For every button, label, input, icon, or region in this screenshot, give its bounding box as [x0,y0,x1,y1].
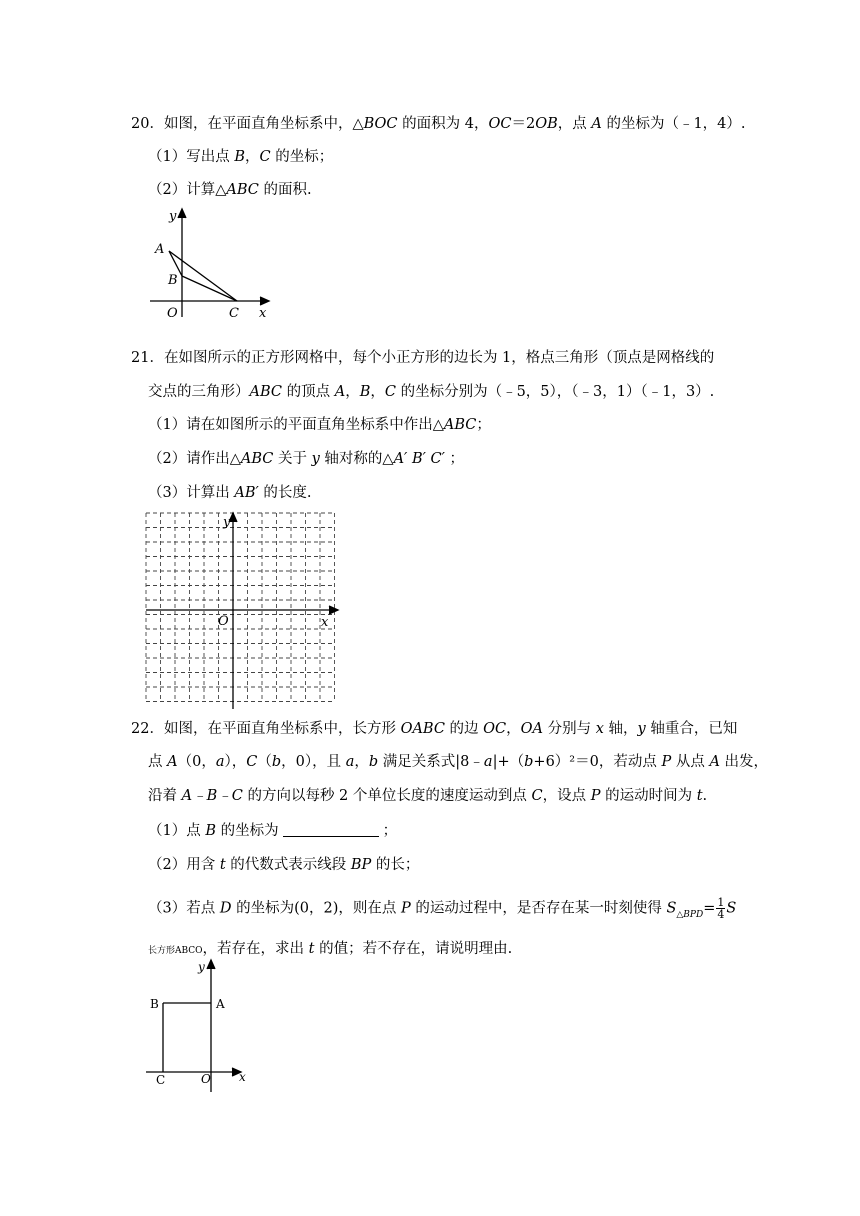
answer-blank[interactable] [283,822,379,837]
q20-figure [140,205,280,325]
q22-fig-x-label: x [239,1070,246,1084]
q22-stem-line1: 22．如图，在平面直角坐标系中，长方形 OABC 的边 OC，OA 分别与 x 轴，y 轴重合，已知 [131,721,738,737]
q21-stem-line2: 交点的三角形）ABC 的顶点 A，B，C 的坐标分别为（﹣5，5），（﹣3，1）（﹣1，3）. [148,384,715,400]
q20-stem: 20．如图，在平面直角坐标系中，△BOC 的面积为 4，OC＝2OB，点 A 的坐标为（﹣1，4）. [131,116,746,132]
q22-figure [140,955,260,1095]
q21-fig-y-label: y [223,515,231,530]
q21-sub1: （1）请在如图所示的平面直角坐标系中作出△ABC； [148,417,491,433]
q20-fig-O-label: O [167,306,178,321]
q22-sub2: （2）用含 t 的代数式表示线段 BP 的长； [148,857,420,873]
q22-stem-line3: 沿着 A﹣B﹣C 的方向以每秒 2 个单位长度的速度运动到点 C，设点 P 的运动时间为 t. [148,788,708,804]
q22-fig-A-label: A [216,997,225,1011]
q21-fig-x-label: x [321,615,329,630]
q22-fig-C-label: C [156,1073,166,1087]
q20-fig-A-label: A [155,242,165,257]
fraction-one-quarter: $\frac{1}{4}$ [717,896,725,921]
q21-fig-O-label: O [218,614,229,629]
q21-stem-line1: 21．在如图所示的正方形网格中，每个小正方形的边长为 1，格点三角形（顶点是网格线的 [131,350,715,366]
q22-sub1: （1）点 B 的坐标为 ； [148,823,398,839]
q21-sub3: （3）计算出 AB′ 的长度. [148,485,312,501]
q22-fig-O-label: O [201,1072,211,1086]
q21-grid-figure [146,513,342,709]
q20-fig-y-label: y [169,209,177,224]
q20-fig-x-label: x [259,306,267,321]
q22-sub3: （3）若点 D 的坐标为(0，2)，则在点 P 的运动过程中，是否存在某一时刻使得 $S_{\triangle BPD}=$ $\frac{1}{4}$ S [148,896,737,921]
q22-fig-B-label: B [150,997,159,1011]
q20-fig-C-label: C [229,306,239,321]
q22-sub3-continued: 长方形ABCO，若存在，求出 t 的值；若不存在，请说明理由. [148,941,513,957]
q20-sub2: （2）计算△ABC 的面积. [148,182,312,198]
q21-sub2: （2）请作出△ABC 关于 y 轴对称的△A′ B′ C′ ； [148,451,465,467]
q22-stem-line2: 点 A（0，a），C（b，0），且 a，b 满足关系式|8﹣a|+（b+6）²＝0，若动点 P 从点 A 出发， [148,754,769,770]
q22-fig-y-label: y [198,960,205,974]
q20-fig-B-label: B [168,273,178,288]
q20-sub1: （1）写出点 B，C 的坐标； [148,149,334,165]
